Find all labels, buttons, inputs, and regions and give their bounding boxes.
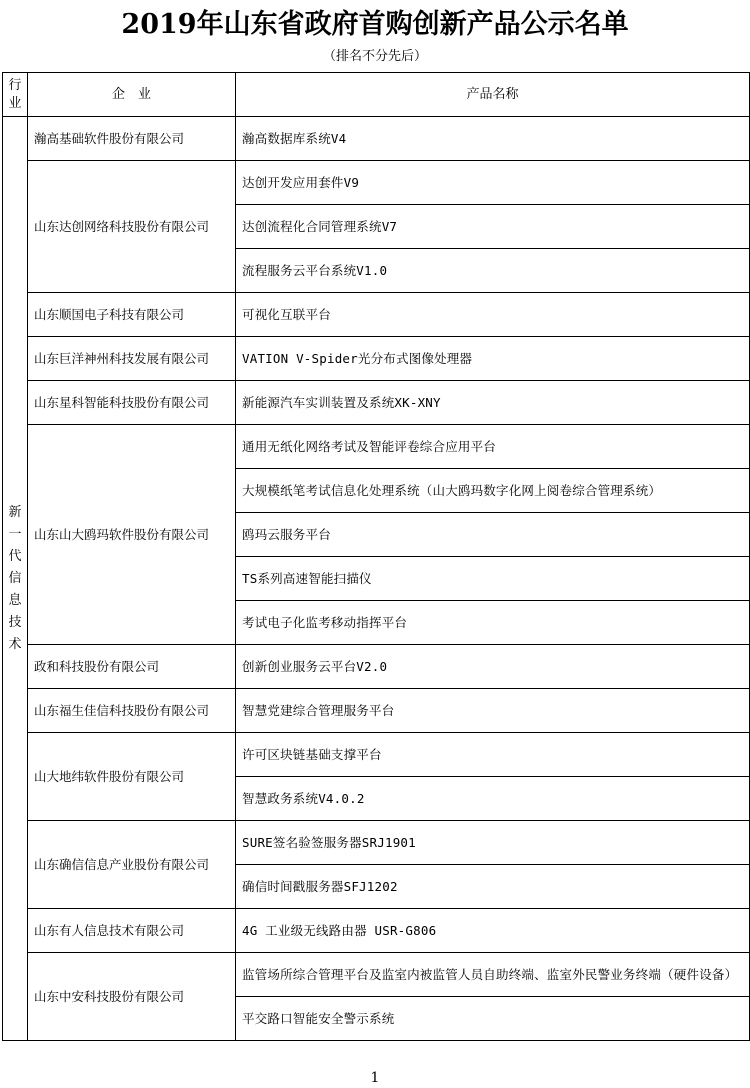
product-cell: 智慧政务系统V4.0.2 — [236, 777, 750, 821]
product-cell: 大规模纸笔考试信息化处理系统（山大鸥玛数字化网上阅卷综合管理系统） — [236, 469, 750, 513]
company-cell: 山东巨洋神州科技发展有限公司 — [28, 337, 236, 381]
product-cell: 考试电子化监考移动指挥平台 — [236, 601, 750, 645]
product-cell: 瀚高数据库系统V4 — [236, 117, 750, 161]
table-row — [3, 293, 750, 337]
table-row — [3, 161, 750, 205]
product-cell: 4G 工业级无线路由器 USR-G806 — [236, 909, 750, 953]
product-cell: 监管场所综合管理平台及监室内被监管人员自助终端、监室外民警业务终端（硬件设备） — [236, 953, 750, 997]
table-row — [3, 953, 750, 997]
product-cell: VATION V-Spider光分布式图像处理器 — [236, 337, 750, 381]
product-cell: 流程服务云平台系统V1.0 — [236, 249, 750, 293]
table-body — [3, 73, 750, 1041]
company-cell: 山东中安科技股份有限公司 — [28, 953, 236, 1041]
company-cell: 山东山大鸥玛软件股份有限公司 — [28, 425, 236, 645]
product-cell: 通用无纸化网络考试及智能评卷综合应用平台 — [236, 425, 750, 469]
product-cell: 平交路口智能安全警示系统 — [236, 997, 750, 1041]
table-row — [3, 425, 750, 469]
table-row — [3, 337, 750, 381]
company-cell: 山东确信信息产业股份有限公司 — [28, 821, 236, 909]
company-cell: 山东达创网络科技股份有限公司 — [28, 161, 236, 293]
product-cell: 智慧党建综合管理服务平台 — [236, 689, 750, 733]
table-row — [3, 117, 750, 161]
product-cell: 鸥玛云服务平台 — [236, 513, 750, 557]
table-row — [3, 689, 750, 733]
company-cell: 瀚高基础软件股份有限公司 — [28, 117, 236, 161]
page-subtitle: （排名不分先后） — [322, 49, 427, 64]
header-product: 产品名称 — [236, 73, 750, 117]
table-row — [3, 733, 750, 777]
header-industry: 行业 — [3, 73, 28, 117]
product-cell: 新能源汽车实训装置及系统XK-XNY — [236, 381, 750, 425]
product-cell: 许可区块链基础支撑平台 — [236, 733, 750, 777]
industry-cell: 新一代信息技术 — [3, 117, 28, 1041]
product-cell: 确信时间戳服务器SFJ1202 — [236, 865, 750, 909]
company-cell: 政和科技股份有限公司 — [28, 645, 236, 689]
header-row — [3, 73, 750, 117]
product-table — [2, 72, 750, 1041]
product-cell: 创新创业服务云平台V2.0 — [236, 645, 750, 689]
company-cell: 山大地纬软件股份有限公司 — [28, 733, 236, 821]
company-cell: 山东顺国电子科技有限公司 — [28, 293, 236, 337]
company-cell: 山东福生佳信科技股份有限公司 — [28, 689, 236, 733]
table-row — [3, 381, 750, 425]
product-cell: 可视化互联平台 — [236, 293, 750, 337]
company-cell: 山东有人信息技术有限公司 — [28, 909, 236, 953]
table-row — [3, 645, 750, 689]
table-row — [3, 821, 750, 865]
product-cell: 达创开发应用套件V9 — [236, 161, 750, 205]
header-company: 企 业 — [28, 73, 236, 117]
product-cell: SURE签名验签服务器SRJ1901 — [236, 821, 750, 865]
page-number: 1 — [370, 1070, 380, 1086]
company-cell: 山东星科智能科技股份有限公司 — [28, 381, 236, 425]
product-cell: TS系列高速智能扫描仪 — [236, 557, 750, 601]
page-title: 2019年山东省政府首购创新产品公示名单 — [121, 9, 629, 40]
product-cell: 达创流程化合同管理系统V7 — [236, 205, 750, 249]
table-row — [3, 909, 750, 953]
